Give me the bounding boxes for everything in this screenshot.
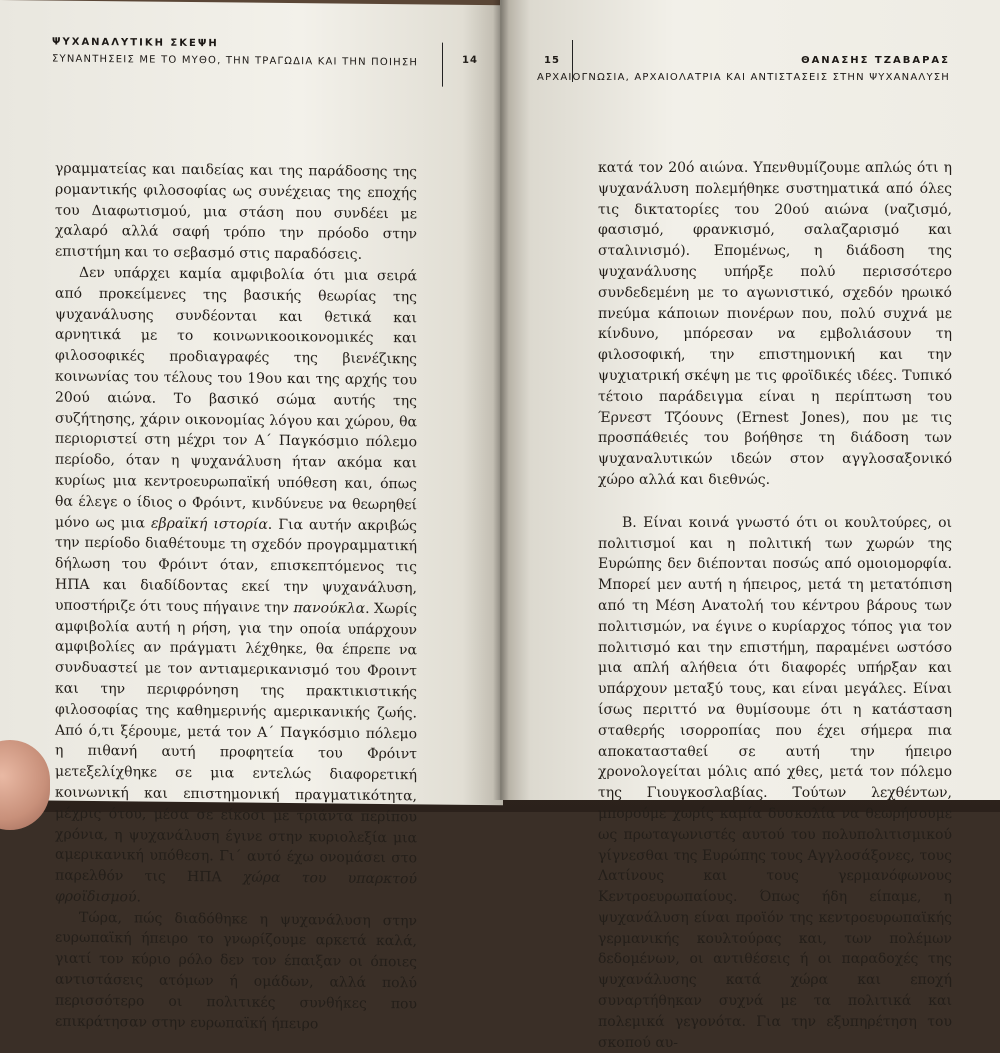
paragraph-text: Β. Είναι κοινά γνωστό ότι οι κουλτούρες, οι πολιτισμοί και η πολιτική των χωρών της Ευρώπης δεν διέπονται ποσώς από ομοιομορφία. Μπορεί μεν αυτή η ήπειρος, μετά τη μετατόπιση από τη Μέση Ανατολή του κέντρου βάρους των πολιτισμών, να έγινε ο κυρίαρχος τόπος για τον πολιτισμό και την επιστήμη, παραμένει ωστόσο μια απλή αλήθεια ότι διαφορές υπήρξαν και υπάρχουν μεταξύ τους, και είναι μεγάλες. Είναι ίσως περιττό να θυμίσουμε ότι η κατάσταση σταθερής ισορροπίας που έχει σήμερα πια αποκατασταθεί σε αυτή την ήπειρο χρονολογείται μόλις από χθες, μετά τον πόλεμο της Γιουγκοσλαβίας. Τούτων λεχθέντων, μπορούμε χωρίς καμία δυσκολία να θεωρήσουμε ως πρωταγωνιστές αυτού του πολυπολιτισμικού γίγνεσθαι της Ευρώπης τους Αγγλοσάξονες, τους Λατίνους και τους γερμανόφωνους Κεντροευρωπαίους. Όπως ήδη είπαμε, η ψυχανάλυση είναι προϊόν της κεντροευρωπαϊκής γερμανικής κουλτούρας και, των πολέμων δεδομένων, οι αντιθέσεις ή οι παραδοχές της ψυχανάλυσης κατά χώρα και εποχή συναρτήθηκαν συχνά με τα πολιτικά και πολεμικά γεγονότα. Για την εξυπηρέτηση του σκοπού αυ- [598, 514, 952, 1051]
paragraph-text: Τώρα, πώς διαδόθηκε η ψυχανάλυση στην ευρωπαϊκή ήπειρο το γνωρίζουμε αρκετά καλά, γιατί τον κύριο ρόλο δεν τον έπαιξαν οι όποιες αντιστάσεις ατόμων ή ομάδων, αλλά πολύ περισσότερο οι πολιτικές συνθήκες που επικράτησαν στην ευρωπαϊκή ήπειρο [55, 909, 417, 1033]
book-subtitle: ΣΥΝΑΝΤΗΣΕΙΣ ΜΕ ΤΟ ΜΥΘΟ, ΤΗΝ ΤΡΑΓΩΔΙΑ ΚΑΙ ΤΗΝ ΠΟΙΗΣΗ [52, 53, 419, 69]
chapter-title: ΑΡΧΑΙΟΓΝΩΣΙΑ, ΑΡΧΑΙΟΛΑΤΡΙΑ ΚΑΙ ΑΝΤΙΣΤΑΣΕΙΣ ΣΤΗΝ ΨΥΧΑΝΑΛΥΣΗ [537, 72, 950, 83]
left-body-text [55, 159, 417, 1036]
header-divider [442, 43, 443, 87]
book-series-title: ΨΥΧΑΝΑΛΥΤΙΚΗ ΣΚΕΨΗ [52, 36, 219, 50]
paragraph-text: Δεν υπάρχει καμία αμφιβολία ότι μια σειρά από προκείμενες της βασικής θεωρίας της ψυχανάλυσης συνδέονται και θετικά και αρνητικά με το κοινωνικοοικονομικές και φιλοσοφικές προδιαγραφές της βιενέζικης κοινωνίας του τέλους του 19ου και της αρχής του 20ού αιώνα. Το βασικό σώμα αυτής της συζήτησης, χάριν οικονομίας λόγου και χώρου, θα περιοριστεί στη μέχρι τον Α΄ Παγκόσμιο πόλεμο περίοδο, όταν η ψυχανάλυση ήταν ακόμα και κυρίως μια κεντροευρωπαϊκή υπόθεση και, όπως θα έλεγε ο ίδιος ο Φρόιντ, κινδύνευε να θεωρηθεί μόνο ως μια [55, 264, 417, 532]
left-page [0, 0, 503, 1033]
right-running-head [537, 55, 950, 83]
right-page [500, 0, 1000, 1051]
emphasis-text: πανούκλα [293, 599, 366, 617]
paragraph-text: . Χωρίς αμφιβολία αυτή η ρήση, για την οποία υπάρχουν αμφιβολίες αν πράγματι λέχθηκε, θα έπρεπε να συνδυαστεί με τον αντιαμερικανισμό του Φροιντ και την περιφρόνηση της πρακτικιστικής φιλοσοφίας της καθημερινής αμερικανικής ζωής. Από ό,τι ξέρουμε, μετά τον Α΄ Παγκόσμιο πόλεμο η πιθανή αυτή προφητεία του Φρόιντ μετεξελίχθηκε σε μια εντελώς διαφορετική κοινωνική και επιστημονική πραγματικότητα, μέχρις ότου, μέσα σε είκοσι με τριάντα περίπου χρόνια, η ψυχανάλυση έγινε στην κυριολεξία μια αμερικανική υπόθεση. Γι΄ αυτό έχω ονομάσει στο παρελθόν τις ΗΠΑ [55, 600, 418, 886]
paragraph [55, 907, 417, 1036]
paragraph-text: γραμματείας και παιδείας και της παράδοσης της ρομαντικής φιλοσοφίας ως συνέχειας της εποχής του Διαφωτισμού, μια στάση που συνδέει με χαλαρό αλλά σαφή τρόπο την πρόοδο στην επιστήμη και το σεβασμό στις παραδόσεις. [55, 160, 417, 263]
page-number-right: 15 [544, 55, 560, 66]
page-number-left: 14 [462, 54, 478, 67]
author-name: ΘΑΝΑΣΗΣ ΤΖΑΒΑΡΑΣ [801, 55, 950, 66]
emphasis-text: εβραϊκή ιστορία [150, 515, 268, 533]
emphasis-text: χώρα του υπαρκτού φροϊδισμού [55, 869, 417, 906]
paragraph-text: . [136, 889, 141, 906]
left-running-head [52, 37, 418, 69]
paragraph [598, 513, 952, 1053]
paragraph-text: . Για αυτήν ακριβώς την περίοδο διαθέτουμε τη σχεδόν προγραμματική δήλωση του Φρόιντ όταν, επισκεπτόμενος τις ΗΠΑ και διαδίδοντας εκεί την ψυχανάλυση, υποστήριζε ότι τους πήγαινε την [55, 516, 417, 616]
paragraph [55, 159, 417, 267]
right-body-text [598, 158, 952, 1053]
paragraph [55, 263, 417, 911]
paragraph [598, 158, 952, 491]
book-gutter-shadow [493, 0, 509, 800]
paragraph-text: κατά τον 20ό αιώνα. Υπενθυμίζουμε απλώς ότι η ψυχανάλυση πολεμήθηκε συστηματικά από όλες τις δικτατορίες του 20ού αιώνα (ναζισμό, φασισμό, φρανκισμό, σαλαζαρισμό και σταλινισμό). Επομένως, η διάδοση της ψυχανάλυσης υπήρξε πολύ περισσότερο συνδεδεμένη με το αγωνιστικό, σχεδόν ηρωικό πνεύμα κάποιων πιονέρων που, πολύ συχνά με κίνδυνο, μπόρεσαν να εμβολιάσουν τη φιλοσοφική, την επιστημονική και την ψυχιατρική σκέψη με τις φροϊδικές ιδέες. Τυπικό τέτοιο παράδειγμα είναι η περίπτωση του Έρνεστ Τζόουνς (Ernest Jones), που με τις προσπάθειές του βοήθησε τη διάδοση των ψυχαναλυτικών ιδεών στον αγγλοσαξονικό χώρο αλλά και διεθνώς. [598, 160, 952, 488]
